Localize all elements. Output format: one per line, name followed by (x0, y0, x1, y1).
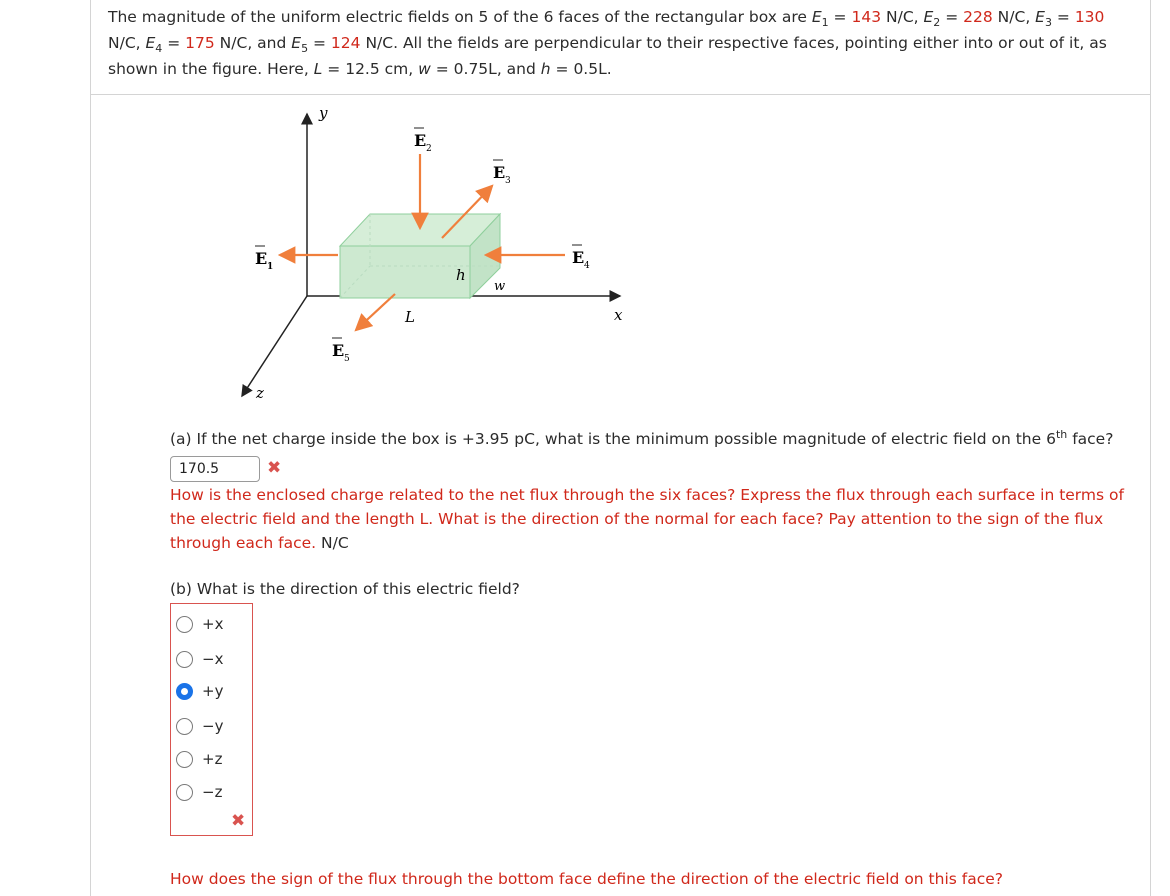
e5-arrow (356, 294, 395, 330)
option-plus-y[interactable]: +y (176, 679, 223, 703)
svg-text:4: 4 (584, 261, 590, 271)
option-minus-z[interactable]: −z (176, 780, 222, 804)
w-dimension-label: w (494, 279, 506, 294)
box-front-face (340, 246, 470, 298)
part-a-unit: N/C (321, 534, 349, 552)
problem-statement: The magnitude of the uniform electric fields on 5 of the 6 faces of the rectangular box are $E_1 = 143$ N/C, $E_2 = 228$ N/C, $E_3 = 130$ N/C, $E_4 = 175$ N/C, and $E_5 = 124$ N/C. All the fields are perpendicular to their respective faces, pointing either into or out of it, as shown in the figure. Here, L = 12.5 cm, w = 0.75L, and h = 0.5L. (108, 8, 1107, 78)
e4-label (572, 245, 590, 271)
x-axis-label: x (614, 306, 623, 324)
radio-icon[interactable] (176, 616, 193, 633)
svg-text:E: E (414, 131, 427, 150)
h-expr: 0.5L (573, 60, 607, 78)
e4-value: 175 (185, 34, 215, 52)
e1-label (255, 246, 273, 272)
e3-value: 130 (1074, 8, 1105, 26)
w-expr: 0.75L (453, 60, 497, 78)
h-dimension-label: h (456, 266, 466, 284)
option-minus-x[interactable]: −x (176, 647, 223, 671)
part-a-answer-input[interactable]: 170.5 (170, 456, 260, 482)
part-a-hint: How is the enclosed charge related to the net flux through the six faces? Express the flux through each surface in terms of the electric field and the length L. What is the direction of the normal for each face? Pay attention to the sign of the flux through each face. N/C (170, 486, 1124, 552)
svg-text:3: 3 (505, 176, 511, 186)
option-plus-x[interactable]: +x (176, 612, 223, 636)
y-axis-label: y (319, 104, 328, 122)
e2-label (414, 128, 432, 154)
e5-label (332, 338, 350, 364)
svg-text:5: 5 (344, 354, 350, 364)
e2-value: 228 (963, 8, 993, 26)
radio-selected-icon[interactable] (176, 683, 193, 700)
part-a-incorrect-icon: ✖ (267, 458, 282, 478)
svg-text:E: E (493, 163, 506, 182)
svg-text:E: E (255, 249, 268, 268)
l-value: 12.5 cm (345, 60, 409, 78)
e3-label (493, 160, 511, 186)
frame-right-border (1150, 0, 1151, 896)
svg-text:E: E (572, 248, 585, 267)
z-axis-label: z (256, 384, 264, 402)
l-dimension-label: L (405, 308, 415, 326)
svg-text:2: 2 (426, 144, 432, 154)
part-b-incorrect-icon: ✖ (231, 811, 246, 831)
problem-divider (90, 94, 1151, 95)
part-a-question: (a) If the net charge inside the box is +3.95 pC, what is the minimum possible magnitude of electric field on the 6th face? (170, 428, 1114, 448)
radio-icon[interactable] (176, 718, 193, 735)
radio-icon[interactable] (176, 751, 193, 768)
part-b-question: (b) What is the direction of this electric field? (170, 580, 520, 598)
frame-left-border (90, 0, 91, 896)
direction-options (170, 603, 253, 836)
box-field-figure (230, 100, 650, 410)
part-b-hint: How does the sign of the flux through the bottom face define the direction of the electric field on this face? (170, 870, 1004, 888)
e1-value: 143 (851, 8, 882, 26)
option-minus-y[interactable]: −y (176, 714, 223, 738)
e5-value: 124 (330, 34, 361, 52)
option-plus-z[interactable]: +z (176, 747, 222, 771)
radio-icon[interactable] (176, 651, 193, 668)
svg-text:1: 1 (267, 262, 274, 272)
z-axis (242, 296, 307, 396)
svg-text:E: E (332, 341, 345, 360)
radio-icon[interactable] (176, 784, 193, 801)
